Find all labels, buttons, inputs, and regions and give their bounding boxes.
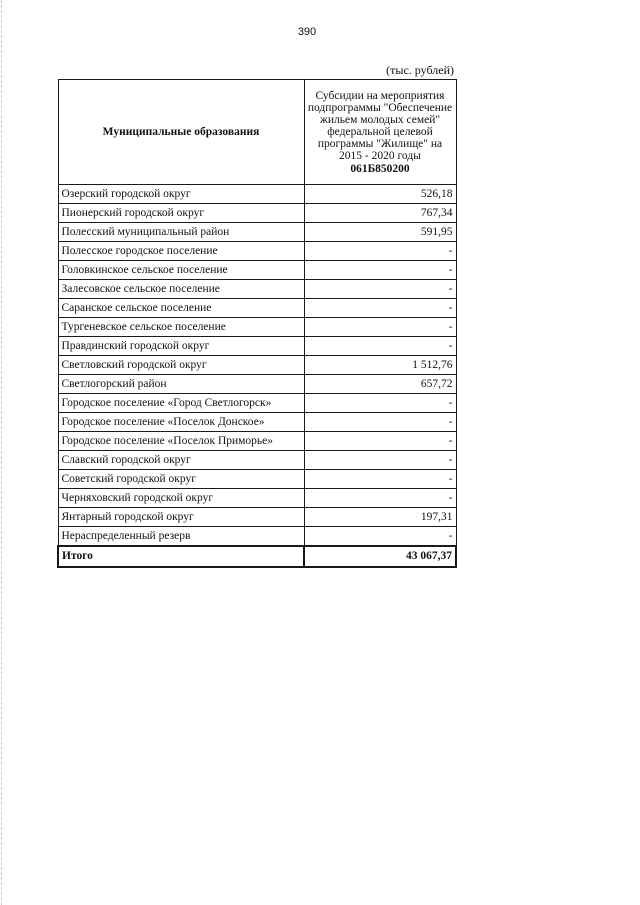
subsidy-value: - [304, 489, 456, 508]
subsidy-value: 1 512,76 [304, 356, 456, 375]
table-row [58, 394, 456, 413]
total-row [58, 546, 456, 567]
table-row [58, 280, 456, 299]
page-number: 390 [297, 26, 317, 38]
subsidy-value: 526,18 [304, 185, 456, 204]
municipality-name: Городское поселение «Поселок Приморье» [58, 432, 304, 451]
header-municipalities: Муниципальные образования [58, 80, 304, 185]
table-row [58, 337, 456, 356]
subsidy-value: - [304, 394, 456, 413]
municipality-name: Саранское сельское поселение [58, 299, 304, 318]
municipality-name: Черняховский городской округ [58, 489, 304, 508]
table-row [58, 356, 456, 375]
subsidy-value: 657,72 [304, 375, 456, 394]
municipality-name: Светлогорский район [58, 375, 304, 394]
subsidy-table [57, 79, 457, 568]
table-header-row [58, 80, 456, 185]
subsidy-value: - [304, 242, 456, 261]
subsidy-value: - [304, 432, 456, 451]
subsidy-value: - [304, 280, 456, 299]
subsidy-value: - [304, 337, 456, 356]
municipality-name: Советский городской округ [58, 470, 304, 489]
header-code: 061Б850200 [350, 162, 410, 175]
subsidy-value: - [304, 527, 456, 547]
municipality-name: Озерский городской округ [58, 185, 304, 204]
table-row [58, 223, 456, 242]
municipality-name: Славский городской округ [58, 451, 304, 470]
table-row [58, 527, 456, 547]
table-row [58, 508, 456, 527]
municipality-name: Полесский муниципальный район [58, 223, 304, 242]
total-value: 43 067,37 [304, 546, 456, 567]
table-row [58, 261, 456, 280]
subsidy-value: - [304, 318, 456, 337]
units-label: (тыс. рублей) [386, 63, 454, 77]
table-row [58, 185, 456, 204]
subsidy-value: - [304, 299, 456, 318]
table-row [58, 451, 456, 470]
table-row [58, 489, 456, 508]
municipality-name: Полесское городское поселение [58, 242, 304, 261]
subsidy-value: - [304, 451, 456, 470]
table-row [58, 413, 456, 432]
table-row [58, 470, 456, 489]
municipality-name: Янтарный городской округ [58, 508, 304, 527]
municipality-name: Правдинский городской округ [58, 337, 304, 356]
table-row [58, 432, 456, 451]
municipality-name: Залесовское сельское поселение [58, 280, 304, 299]
table-row [58, 299, 456, 318]
subsidy-value: 197,31 [304, 508, 456, 527]
municipality-name: Тургеневское сельское поселение [58, 318, 304, 337]
municipality-name: Светловский городской округ [58, 356, 304, 375]
total-label: Итого [58, 546, 304, 567]
subsidy-value: 591,95 [304, 223, 456, 242]
municipality-name: Нераспределенный резерв [58, 527, 304, 547]
table-row [58, 204, 456, 223]
table-row [58, 318, 456, 337]
municipality-name: Головкинское сельское поселение [58, 261, 304, 280]
subsidy-value: 767,34 [304, 204, 456, 223]
header-subsidies-text: Субсидии на мероприятия подпрограммы "Обеспечение жильем молодых семей" федеральной целевой программы "Жилище" на 2015 - 2020 годы [307, 89, 453, 162]
subsidy-value: - [304, 261, 456, 280]
scan-edge-line [1, 0, 3, 905]
municipality-name: Городское поселение «Поселок Донское» [58, 413, 304, 432]
table-row [58, 375, 456, 394]
table-row [58, 242, 456, 261]
subsidy-value: - [304, 470, 456, 489]
municipality-name: Пионерский городской округ [58, 204, 304, 223]
subsidy-value: - [304, 413, 456, 432]
header-subsidies [304, 80, 456, 185]
municipality-name: Городское поселение «Город Светлогорск» [58, 394, 304, 413]
